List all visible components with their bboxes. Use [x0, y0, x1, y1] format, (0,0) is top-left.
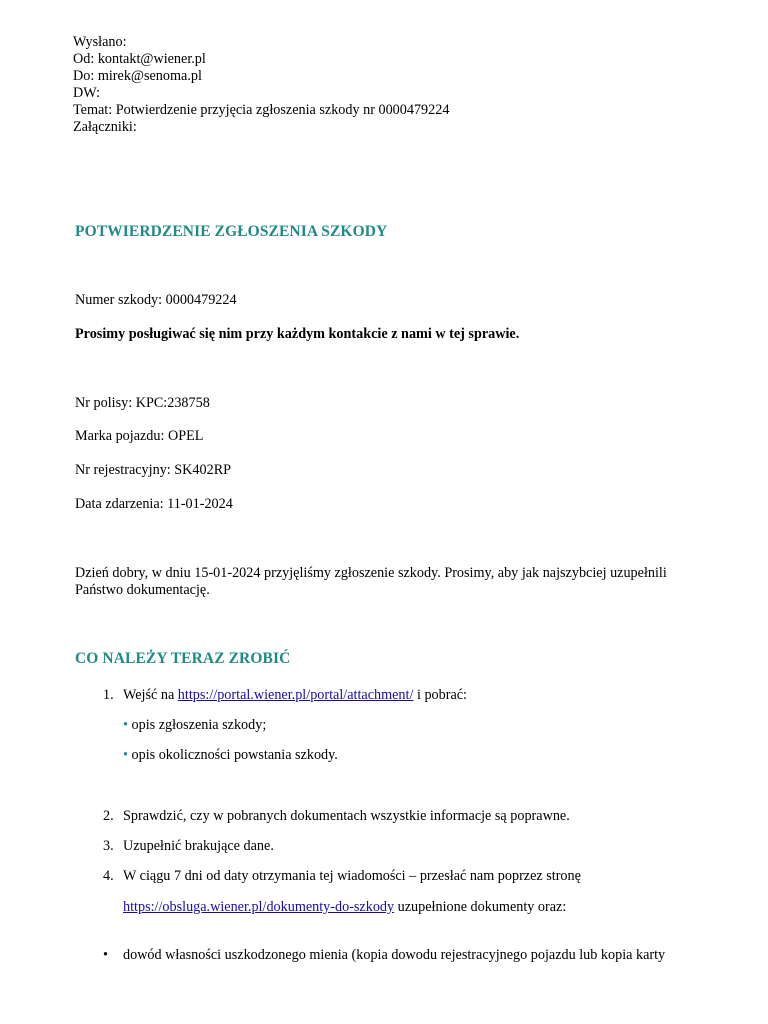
claim-note: Prosimy posługiwać się nim przy każdym kontakcie z nami w tej sprawie.	[75, 326, 520, 342]
list-item	[123, 717, 266, 734]
claim-number: Numer szkody: 0000479224	[75, 292, 237, 308]
step-4-continuation	[123, 899, 566, 916]
step-4-number: 4.	[103, 868, 114, 884]
bullet-icon: •	[103, 947, 108, 963]
cc-line: DW:	[73, 85, 101, 101]
registration-number: Nr rejestracyjny: SK402RP	[75, 462, 232, 478]
portal-link[interactable]: https://portal.wiener.pl/portal/attachment/	[177, 687, 414, 703]
step-2-number: 2.	[103, 808, 114, 824]
subject-line: Temat: Potwierdzenie przyjęcia zgłoszenia szkody nr 0000479224	[73, 102, 450, 118]
intro-line-1: Dzień dobry, w dniu 15-01-2024 przyjęliśmy zgłoszenie szkody. Prosimy, aby jak najszybciej uzupełnili	[75, 565, 667, 581]
step-3-number: 3.	[103, 838, 114, 854]
page-title: POTWIERDZENIE ZGŁOSZENIA SZKODY	[75, 223, 388, 240]
step-4-post: uzupełnione dokumenty oraz:	[394, 899, 567, 915]
bullet-text: dowód własności uszkodzonego mienia (kopia dowodu rejestracyjnego pojazdu lub kopia karty	[123, 947, 666, 963]
bullet-text: opis okoliczności powstania szkody.	[131, 747, 338, 763]
bullet-text: opis zgłoszenia szkody;	[131, 717, 267, 733]
from-line: Od: kontakt@wiener.pl	[73, 51, 206, 67]
to-line: Do: mirek@senoma.pl	[73, 68, 202, 84]
incident-date: Data zdarzenia: 11-01-2024	[75, 496, 233, 512]
vehicle-make: Marka pojazdu: OPEL	[75, 428, 204, 444]
step-1-text: Wejść na	[123, 687, 178, 703]
step-2-text: Sprawdzić, czy w pobranych dokumentach wszystkie informacje są poprawne.	[123, 808, 570, 824]
bullet-icon: •	[123, 717, 128, 733]
bullet-icon: •	[123, 747, 128, 763]
step-1-post: i pobrać:	[413, 687, 467, 703]
policy-number: Nr polisy: KPC:238758	[75, 395, 210, 411]
step-3-text: Uzupełnić brakujące dane.	[123, 838, 274, 854]
attachments-line: Załączniki:	[73, 119, 137, 135]
sent-label: Wysłano:	[73, 34, 127, 50]
documents-link[interactable]: https://obsluga.wiener.pl/dokumenty-do-szkody	[123, 899, 395, 915]
step-1-number: 1.	[103, 687, 114, 703]
intro-line-2: Państwo dokumentację.	[75, 582, 210, 598]
step-4-text: W ciągu 7 dni od daty otrzymania tej wiadomości – przesłać nam poprzez stronę	[123, 868, 581, 884]
list-item	[123, 747, 338, 764]
section-heading: CO NALEŻY TERAZ ZROBIĆ	[75, 650, 291, 667]
